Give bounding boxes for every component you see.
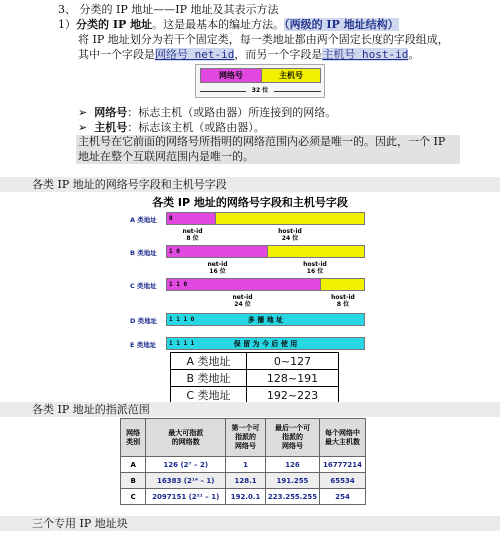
c-net-field [166,278,321,291]
table-row [121,489,366,505]
row-label: D 类地址 [130,317,158,325]
note-line: 主机号在它前面的网络号所指明的网络范围内必须是唯一的。因此，一个 IP [78,135,446,148]
note-box [76,135,460,164]
range-table [170,352,339,404]
table-cell: 126 (2⁷ – 2) [146,457,226,473]
table-header: 第一个可 指派的 网络号 [226,419,266,457]
host-bits: 24 位 [281,235,299,242]
bullet-item [78,106,336,120]
bullet-desc: ：标志主机（或路由器）所连接到的网络。 [127,106,337,119]
net-text: net-id [207,261,228,268]
table-row [171,370,339,387]
table-header: 最后一个可 指派的 网络号 [265,419,319,457]
subheading-line [58,18,399,32]
bullet-desc: ：标志该主机（或路由器）。 [127,121,265,134]
net-bits: 8 位 [186,235,199,242]
table-cell: 16777214 [320,457,366,473]
host-field: 主机号 [261,68,321,83]
table-cell: 0~127 [247,353,339,370]
a-host-label [260,228,320,242]
host-text: host-id [303,261,327,268]
table-cell: 16383 (2¹⁴ – 1) [146,473,226,489]
paragraph-line [78,48,419,62]
a-bits: 0 [169,215,173,222]
note-line: 地址在整个互联网范围内是唯一的。 [78,150,254,163]
subheading-text: 。这是最基本的编址方法。 [152,18,285,31]
a-host-field [215,212,365,225]
table-row [171,387,339,404]
heading-line: 3、 分类的 IP 地址——IP 地址及其表示方法 [58,3,279,16]
subheading-term: 分类的 IP 地址 [76,18,153,31]
table-cell: 128~191 [247,370,339,387]
table-cell: 128.1 [226,473,266,489]
a-net-label [170,228,215,242]
bullet-term: 网络号 [94,106,128,119]
table-cell: 1 [226,457,266,473]
subheading-number: 1） [58,18,76,31]
row-label: B 类地址 [130,249,157,257]
row-label: E 类地址 [130,341,157,349]
c-host-field [320,278,365,291]
table-cell: 192.0.1 [226,489,266,505]
c-host-label [322,294,364,308]
table-header: 网络 类别 [121,419,146,457]
table-row [121,473,366,489]
ip-structure-diagram [195,64,325,98]
b-net-label [195,261,240,275]
c-net-label [220,294,265,308]
table-cell: 192~223 [247,387,339,404]
table-cell: C 类地址 [171,387,247,404]
section-title: 各类 IP 地址的网络号字段和主机号字段 [0,177,500,192]
table-cell: B [121,473,146,489]
table-header: 最大可指派 的网络数 [146,419,226,457]
host-bits: 8 位 [336,301,350,308]
table-cell: C [121,489,146,505]
net-text: net-id [232,294,253,301]
table-cell: 65534 [320,473,366,489]
subheading-highlight: （两级的 IP 地址结构） [284,18,399,31]
b-bits: 1 0 [169,248,180,255]
b-net-field [166,245,268,258]
net-field: 网络号 [200,68,262,83]
b-host-label [290,261,340,275]
row-label: A 类地址 [130,216,157,224]
bullet-term: 主机号 [94,121,128,134]
section-title: 各类 IP 地址的指派范围 [0,402,500,417]
diagram-title: 各类 IP 地址的网络号字段和主机号字段 [152,196,348,209]
table-cell: B 类地址 [171,370,247,387]
bullet-item [78,121,265,135]
table-cell: A [121,457,146,473]
paragraph-text: 其中一个字段是 [78,48,155,61]
bullet-marker-icon: ➢ [78,106,88,119]
table-row [121,457,366,473]
table-row [171,353,339,370]
host-text: host-id [331,294,355,301]
table-cell: A 类地址 [171,353,247,370]
table-cell: 223.255.255 [265,489,319,505]
table-cell: 126 [265,457,319,473]
net-text: net-id [182,228,203,235]
net-id-term: 网络号 net-id [155,48,235,61]
bullet-marker-icon: ➢ [78,121,88,134]
b-host-field [267,245,365,258]
class-diagram [130,194,370,352]
host-text: host-id [278,228,302,235]
c-bits: 1 1 0 [169,281,188,288]
net-bits: 24 位 [234,301,251,308]
table-cell: 254 [320,489,366,505]
host-id-term: 主机号 host-id [322,48,409,61]
table-header: 每个网络中 最大主机数 [320,419,366,457]
table-header-row [121,419,366,457]
section-title: 三个专用 IP 地址块 [0,516,500,531]
net-bits: 16 位 [209,268,226,275]
table-cell: 191.255 [265,473,319,489]
e-field [166,337,365,350]
d-field [166,313,365,326]
network-range-table [120,418,366,505]
paragraph-text: ，而另一个字段是 [234,48,323,61]
bits-label: 32 位 [246,87,274,94]
e-text: 保 留 为 今 后 使 用 [233,339,298,348]
paragraph-line: 将 IP 地址划分为若干个固定类，每一类地址都由两个固定长度的字段组成， [78,33,449,46]
d-bits: 1 1 1 0 [169,316,195,323]
table-cell: 2097151 (2²¹ – 1) [146,489,226,505]
d-text: 多 播 地 址 [247,315,284,324]
e-bits: 1 1 1 1 [169,340,195,347]
a-net-field [166,212,216,225]
host-bits: 16 位 [306,268,324,275]
row-label: C 类地址 [130,282,157,290]
paragraph-text: 。 [408,48,420,61]
